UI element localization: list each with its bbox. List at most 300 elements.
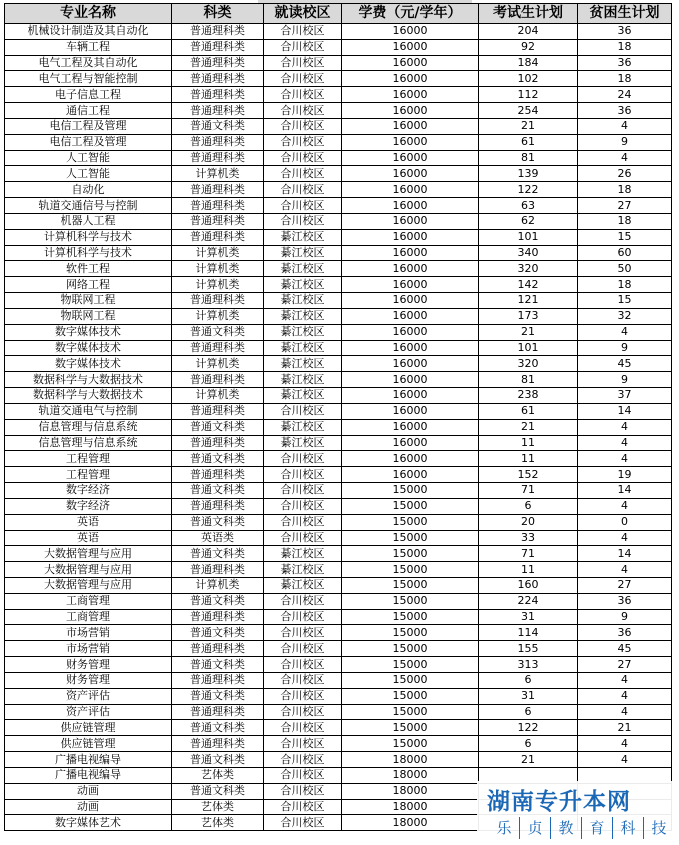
cell-poverty-plan: 21 xyxy=(578,720,672,736)
cell-poverty-plan: 4 xyxy=(578,451,672,467)
table-row xyxy=(5,71,672,87)
cell-campus: 綦江校区 xyxy=(264,419,342,435)
cell-category: 普通理科类 xyxy=(172,103,264,119)
watermark-title: 湖南专升本网 xyxy=(487,789,631,815)
cell-poverty-plan: 4 xyxy=(578,672,672,688)
cell-category: 普通理科类 xyxy=(172,182,264,198)
table-row xyxy=(5,498,672,514)
cell-tuition: 16000 xyxy=(342,103,479,119)
cell-poverty-plan: 26 xyxy=(578,166,672,182)
cell-poverty-plan: 45 xyxy=(578,356,672,372)
cell-major: 广播电视编导 xyxy=(5,767,172,783)
table-row xyxy=(5,483,672,499)
cell-category: 计算机类 xyxy=(172,308,264,324)
cell-category: 普通文科类 xyxy=(172,514,264,530)
cell-major: 数据科学与大数据技术 xyxy=(5,372,172,388)
cell-poverty-plan: 4 xyxy=(578,688,672,704)
table-body xyxy=(5,24,672,831)
cell-exam-plan: 139 xyxy=(479,166,578,182)
cell-exam-plan: 31 xyxy=(479,688,578,704)
table-row xyxy=(5,530,672,546)
cell-category: 普通理科类 xyxy=(172,340,264,356)
cell-poverty-plan: 27 xyxy=(578,657,672,673)
table-row xyxy=(5,720,672,736)
cell-tuition: 16000 xyxy=(342,340,479,356)
cell-campus: 綦江校区 xyxy=(264,356,342,372)
cell-poverty-plan: 4 xyxy=(578,419,672,435)
cell-tuition: 15000 xyxy=(342,483,479,499)
cell-major: 大数据管理与应用 xyxy=(5,546,172,562)
cell-category: 普通理科类 xyxy=(172,704,264,720)
cell-campus: 合川校区 xyxy=(264,198,342,214)
table-row xyxy=(5,150,672,166)
cell-campus: 綦江校区 xyxy=(264,261,342,277)
cell-campus: 綦江校区 xyxy=(264,293,342,309)
cell-tuition: 16000 xyxy=(342,118,479,134)
cell-category: 普通文科类 xyxy=(172,419,264,435)
cell-poverty-plan: 4 xyxy=(578,562,672,578)
cell-campus: 合川校区 xyxy=(264,657,342,673)
cell-campus: 合川校区 xyxy=(264,71,342,87)
cell-major: 数字经济 xyxy=(5,483,172,499)
cell-tuition: 16000 xyxy=(342,324,479,340)
cell-major: 网络工程 xyxy=(5,277,172,293)
cell-poverty-plan: 9 xyxy=(578,609,672,625)
cell-tuition: 16000 xyxy=(342,419,479,435)
cell-poverty-plan: 18 xyxy=(578,277,672,293)
cell-category: 普通理科类 xyxy=(172,213,264,229)
cell-category: 普通文科类 xyxy=(172,118,264,134)
table-row xyxy=(5,87,672,103)
cell-poverty-plan: 0 xyxy=(578,514,672,530)
cell-major: 数字媒体技术 xyxy=(5,340,172,356)
table-row xyxy=(5,641,672,657)
table-row xyxy=(5,467,672,483)
cell-major: 市场营销 xyxy=(5,625,172,641)
cell-exam-plan: 61 xyxy=(479,134,578,150)
cell-tuition: 16000 xyxy=(342,403,479,419)
cell-category: 普通理科类 xyxy=(172,87,264,103)
cell-exam-plan: 320 xyxy=(479,356,578,372)
cell-tuition: 16000 xyxy=(342,435,479,451)
cell-major: 计算机科学与技术 xyxy=(5,229,172,245)
cell-exam-plan: 31 xyxy=(479,609,578,625)
table-row xyxy=(5,372,672,388)
cell-tuition: 18000 xyxy=(342,752,479,768)
cell-tuition: 16000 xyxy=(342,293,479,309)
cell-tuition: 16000 xyxy=(342,24,479,40)
cell-poverty-plan: 4 xyxy=(578,118,672,134)
cell-major: 数字媒体技术 xyxy=(5,324,172,340)
cell-tuition: 16000 xyxy=(342,198,479,214)
cell-exam-plan: 152 xyxy=(479,467,578,483)
cell-tuition: 15000 xyxy=(342,657,479,673)
cell-tuition: 15000 xyxy=(342,641,479,657)
cell-category: 普通理科类 xyxy=(172,134,264,150)
cell-major: 机械设计制造及其自动化 xyxy=(5,24,172,40)
cell-category: 计算机类 xyxy=(172,245,264,261)
cell-exam-plan: 21 xyxy=(479,752,578,768)
cell-campus: 合川校区 xyxy=(264,403,342,419)
cell-major: 数字媒体艺术 xyxy=(5,815,172,831)
cell-poverty-plan: 4 xyxy=(578,435,672,451)
cell-poverty-plan: 36 xyxy=(578,24,672,40)
cell-campus: 合川校区 xyxy=(264,641,342,657)
cell-exam-plan: 320 xyxy=(479,261,578,277)
watermark-slogan-char: 科 xyxy=(612,817,643,839)
table-row xyxy=(5,324,672,340)
cell-campus: 合川校区 xyxy=(264,799,342,815)
cell-exam-plan: 63 xyxy=(479,198,578,214)
cell-poverty-plan: 4 xyxy=(578,752,672,768)
cell-tuition: 16000 xyxy=(342,261,479,277)
cell-major: 车辆工程 xyxy=(5,39,172,55)
cell-major: 轨道交通信号与控制 xyxy=(5,198,172,214)
cell-exam-plan: 102 xyxy=(479,71,578,87)
cell-category: 普通理科类 xyxy=(172,641,264,657)
cell-exam-plan: 6 xyxy=(479,672,578,688)
cell-exam-plan: 61 xyxy=(479,403,578,419)
cell-exam-plan: 21 xyxy=(479,324,578,340)
cell-category: 普通理科类 xyxy=(172,609,264,625)
header-campus: 就读校区 xyxy=(264,4,342,24)
cell-major: 电信工程及管理 xyxy=(5,134,172,150)
cell-category: 普通理科类 xyxy=(172,24,264,40)
cell-exam-plan: 101 xyxy=(479,229,578,245)
cell-poverty-plan: 36 xyxy=(578,593,672,609)
cell-exam-plan: 173 xyxy=(479,308,578,324)
cell-poverty-plan: 9 xyxy=(578,134,672,150)
cell-major: 动画 xyxy=(5,783,172,799)
cell-exam-plan: 11 xyxy=(479,562,578,578)
cell-campus: 綦江校区 xyxy=(264,546,342,562)
cell-tuition: 16000 xyxy=(342,451,479,467)
table-row xyxy=(5,293,672,309)
cell-poverty-plan: 9 xyxy=(578,340,672,356)
cell-tuition: 18000 xyxy=(342,767,479,783)
cell-exam-plan: 21 xyxy=(479,419,578,435)
cell-category: 普通理科类 xyxy=(172,736,264,752)
cell-category: 计算机类 xyxy=(172,577,264,593)
cell-tuition: 15000 xyxy=(342,625,479,641)
cell-tuition: 15000 xyxy=(342,562,479,578)
cell-major: 机器人工程 xyxy=(5,213,172,229)
watermark-slogan-char: 技 xyxy=(643,817,674,839)
cell-exam-plan: 6 xyxy=(479,498,578,514)
cell-tuition: 15000 xyxy=(342,672,479,688)
cell-tuition: 15000 xyxy=(342,546,479,562)
table-row xyxy=(5,213,672,229)
cell-major: 计算机科学与技术 xyxy=(5,245,172,261)
cell-major: 数字媒体技术 xyxy=(5,356,172,372)
cell-poverty-plan: 4 xyxy=(578,498,672,514)
cell-category: 普通文科类 xyxy=(172,593,264,609)
cell-category: 普通文科类 xyxy=(172,720,264,736)
cell-tuition: 16000 xyxy=(342,372,479,388)
cell-major: 物联网工程 xyxy=(5,308,172,324)
cell-category: 普通文科类 xyxy=(172,625,264,641)
cell-exam-plan: 62 xyxy=(479,213,578,229)
table-row xyxy=(5,103,672,119)
cell-campus: 綦江校区 xyxy=(264,340,342,356)
watermark-slogan-char: 贞 xyxy=(519,817,550,839)
cell-tuition: 16000 xyxy=(342,277,479,293)
table-row xyxy=(5,577,672,593)
cell-campus: 合川校区 xyxy=(264,166,342,182)
cell-category: 普通理科类 xyxy=(172,372,264,388)
cell-campus: 合川校区 xyxy=(264,672,342,688)
cell-poverty-plan: 4 xyxy=(578,530,672,546)
table-row xyxy=(5,657,672,673)
cell-major: 电气工程与智能控制 xyxy=(5,71,172,87)
cell-poverty-plan: 60 xyxy=(578,245,672,261)
watermark-logo xyxy=(477,781,677,843)
cell-exam-plan: 6 xyxy=(479,736,578,752)
cell-major: 工程管理 xyxy=(5,451,172,467)
cell-major: 数据科学与大数据技术 xyxy=(5,388,172,404)
cell-tuition: 16000 xyxy=(342,134,479,150)
cell-exam-plan: 122 xyxy=(479,182,578,198)
cell-major: 电气工程及其自动化 xyxy=(5,55,172,71)
header-category: 科类 xyxy=(172,4,264,24)
cell-tuition: 15000 xyxy=(342,688,479,704)
header-row xyxy=(5,4,672,24)
cell-campus: 合川校区 xyxy=(264,118,342,134)
table-row xyxy=(5,166,672,182)
cell-tuition: 16000 xyxy=(342,467,479,483)
watermark-slogan xyxy=(489,817,674,839)
cell-campus: 合川校区 xyxy=(264,39,342,55)
cell-campus: 合川校区 xyxy=(264,87,342,103)
cell-poverty-plan: 18 xyxy=(578,213,672,229)
cell-campus: 綦江校区 xyxy=(264,277,342,293)
cell-category: 普通文科类 xyxy=(172,324,264,340)
cell-major: 电信工程及管理 xyxy=(5,118,172,134)
cell-campus: 合川校区 xyxy=(264,720,342,736)
cell-poverty-plan: 14 xyxy=(578,546,672,562)
cell-campus: 合川校区 xyxy=(264,767,342,783)
cell-major: 供应链管理 xyxy=(5,720,172,736)
cell-exam-plan: 11 xyxy=(479,451,578,467)
cell-exam-plan: 238 xyxy=(479,388,578,404)
cell-tuition: 16000 xyxy=(342,229,479,245)
cell-poverty-plan: 4 xyxy=(578,704,672,720)
cell-major: 工商管理 xyxy=(5,609,172,625)
cell-major: 物联网工程 xyxy=(5,293,172,309)
cell-tuition: 16000 xyxy=(342,308,479,324)
table-row xyxy=(5,229,672,245)
cell-major: 自动化 xyxy=(5,182,172,198)
cell-campus: 綦江校区 xyxy=(264,229,342,245)
cell-tuition: 16000 xyxy=(342,39,479,55)
table-row xyxy=(5,593,672,609)
cell-exam-plan: 160 xyxy=(479,577,578,593)
cell-tuition: 15000 xyxy=(342,720,479,736)
cell-major: 工商管理 xyxy=(5,593,172,609)
table-row xyxy=(5,277,672,293)
cell-major: 软件工程 xyxy=(5,261,172,277)
cell-poverty-plan: 36 xyxy=(578,103,672,119)
cell-category: 普通理科类 xyxy=(172,150,264,166)
cell-campus: 合川校区 xyxy=(264,213,342,229)
cell-campus: 合川校区 xyxy=(264,483,342,499)
cell-campus: 綦江校区 xyxy=(264,562,342,578)
cell-category: 普通理科类 xyxy=(172,71,264,87)
cell-poverty-plan: 15 xyxy=(578,293,672,309)
cell-exam-plan: 101 xyxy=(479,340,578,356)
cell-tuition: 15000 xyxy=(342,498,479,514)
cell-campus: 綦江校区 xyxy=(264,372,342,388)
cell-tuition: 16000 xyxy=(342,356,479,372)
cell-tuition: 15000 xyxy=(342,514,479,530)
cell-exam-plan: 71 xyxy=(479,546,578,562)
table-row xyxy=(5,562,672,578)
cell-campus: 合川校区 xyxy=(264,182,342,198)
cell-category: 普通理科类 xyxy=(172,55,264,71)
cell-major: 广播电视编导 xyxy=(5,752,172,768)
table-row xyxy=(5,261,672,277)
cell-campus: 合川校区 xyxy=(264,103,342,119)
cell-campus: 合川校区 xyxy=(264,625,342,641)
table-row xyxy=(5,24,672,40)
table-row xyxy=(5,388,672,404)
cell-campus: 合川校区 xyxy=(264,55,342,71)
cell-campus: 綦江校区 xyxy=(264,324,342,340)
cell-major: 财务管理 xyxy=(5,657,172,673)
cell-exam-plan: 33 xyxy=(479,530,578,546)
cell-category: 普通文科类 xyxy=(172,483,264,499)
cell-tuition: 15000 xyxy=(342,704,479,720)
table-row xyxy=(5,609,672,625)
cell-major: 英语 xyxy=(5,514,172,530)
cell-category: 计算机类 xyxy=(172,166,264,182)
cell-tuition: 16000 xyxy=(342,87,479,103)
table-row xyxy=(5,435,672,451)
cell-campus: 合川校区 xyxy=(264,815,342,831)
enrollment-plan-table xyxy=(4,3,672,831)
cell-campus: 合川校区 xyxy=(264,736,342,752)
table-row xyxy=(5,514,672,530)
cell-tuition: 15000 xyxy=(342,577,479,593)
header-poverty-plan: 贫困生计划 xyxy=(578,4,672,24)
cell-poverty-plan: 14 xyxy=(578,403,672,419)
table-row xyxy=(5,198,672,214)
cell-campus: 合川校区 xyxy=(264,704,342,720)
cell-poverty-plan: 18 xyxy=(578,39,672,55)
cell-tuition: 16000 xyxy=(342,388,479,404)
cell-major: 信息管理与信息系统 xyxy=(5,435,172,451)
cell-category: 艺体类 xyxy=(172,815,264,831)
cell-major: 人工智能 xyxy=(5,166,172,182)
cell-major: 大数据管理与应用 xyxy=(5,577,172,593)
cell-category: 普通文科类 xyxy=(172,688,264,704)
cell-poverty-plan: 45 xyxy=(578,641,672,657)
cell-poverty-plan: 4 xyxy=(578,150,672,166)
table-row xyxy=(5,752,672,768)
cell-exam-plan: 184 xyxy=(479,55,578,71)
table-row xyxy=(5,118,672,134)
cell-tuition: 16000 xyxy=(342,166,479,182)
cell-major: 数字经济 xyxy=(5,498,172,514)
cell-category: 普通理科类 xyxy=(172,562,264,578)
table-row xyxy=(5,419,672,435)
cell-exam-plan: 121 xyxy=(479,293,578,309)
cell-exam-plan: 81 xyxy=(479,372,578,388)
cell-campus: 綦江校区 xyxy=(264,308,342,324)
cell-campus: 合川校区 xyxy=(264,498,342,514)
cell-tuition: 16000 xyxy=(342,55,479,71)
cell-poverty-plan: 32 xyxy=(578,308,672,324)
cell-major: 人工智能 xyxy=(5,150,172,166)
cell-exam-plan: 340 xyxy=(479,245,578,261)
cell-campus: 合川校区 xyxy=(264,530,342,546)
cell-category: 计算机类 xyxy=(172,277,264,293)
cell-campus: 合川校区 xyxy=(264,150,342,166)
cell-campus: 合川校区 xyxy=(264,467,342,483)
cell-category: 普通文科类 xyxy=(172,783,264,799)
table-row xyxy=(5,451,672,467)
table-row xyxy=(5,625,672,641)
cell-poverty-plan: 4 xyxy=(578,736,672,752)
cell-category: 计算机类 xyxy=(172,388,264,404)
cell-tuition: 15000 xyxy=(342,530,479,546)
cell-major: 英语 xyxy=(5,530,172,546)
header-major: 专业名称 xyxy=(5,4,172,24)
cell-category: 普通文科类 xyxy=(172,451,264,467)
cell-exam-plan: 112 xyxy=(479,87,578,103)
cell-campus: 綦江校区 xyxy=(264,577,342,593)
cell-tuition: 15000 xyxy=(342,736,479,752)
watermark-slogan-char: 育 xyxy=(581,817,612,839)
cell-major: 资产评估 xyxy=(5,688,172,704)
cell-poverty-plan: 18 xyxy=(578,182,672,198)
cell-exam-plan: 21 xyxy=(479,118,578,134)
cell-major: 轨道交通电气与控制 xyxy=(5,403,172,419)
cell-poverty-plan: 14 xyxy=(578,483,672,499)
cell-exam-plan: 142 xyxy=(479,277,578,293)
cell-major: 大数据管理与应用 xyxy=(5,562,172,578)
cell-exam-plan: 11 xyxy=(479,435,578,451)
cell-tuition: 16000 xyxy=(342,71,479,87)
cell-major: 通信工程 xyxy=(5,103,172,119)
cell-category: 艺体类 xyxy=(172,767,264,783)
cell-category: 普通文科类 xyxy=(172,546,264,562)
cell-category: 普通理科类 xyxy=(172,672,264,688)
cell-tuition: 18000 xyxy=(342,815,479,831)
cell-category: 普通文科类 xyxy=(172,657,264,673)
cell-campus: 合川校区 xyxy=(264,783,342,799)
table-row xyxy=(5,672,672,688)
watermark-slogan-char: 乐 xyxy=(496,819,512,837)
table-row xyxy=(5,546,672,562)
cell-exam-plan: 71 xyxy=(479,483,578,499)
table-row xyxy=(5,182,672,198)
table-row xyxy=(5,308,672,324)
cell-tuition: 16000 xyxy=(342,245,479,261)
cell-campus: 綦江校区 xyxy=(264,245,342,261)
cell-poverty-plan: 36 xyxy=(578,55,672,71)
cell-poverty-plan: 36 xyxy=(578,625,672,641)
cell-exam-plan: 254 xyxy=(479,103,578,119)
table-row xyxy=(5,403,672,419)
cell-campus: 合川校区 xyxy=(264,593,342,609)
cell-tuition: 16000 xyxy=(342,182,479,198)
cell-campus: 合川校区 xyxy=(264,752,342,768)
cell-campus: 合川校区 xyxy=(264,609,342,625)
cell-poverty-plan: 4 xyxy=(578,324,672,340)
table-row xyxy=(5,55,672,71)
table-row xyxy=(5,704,672,720)
